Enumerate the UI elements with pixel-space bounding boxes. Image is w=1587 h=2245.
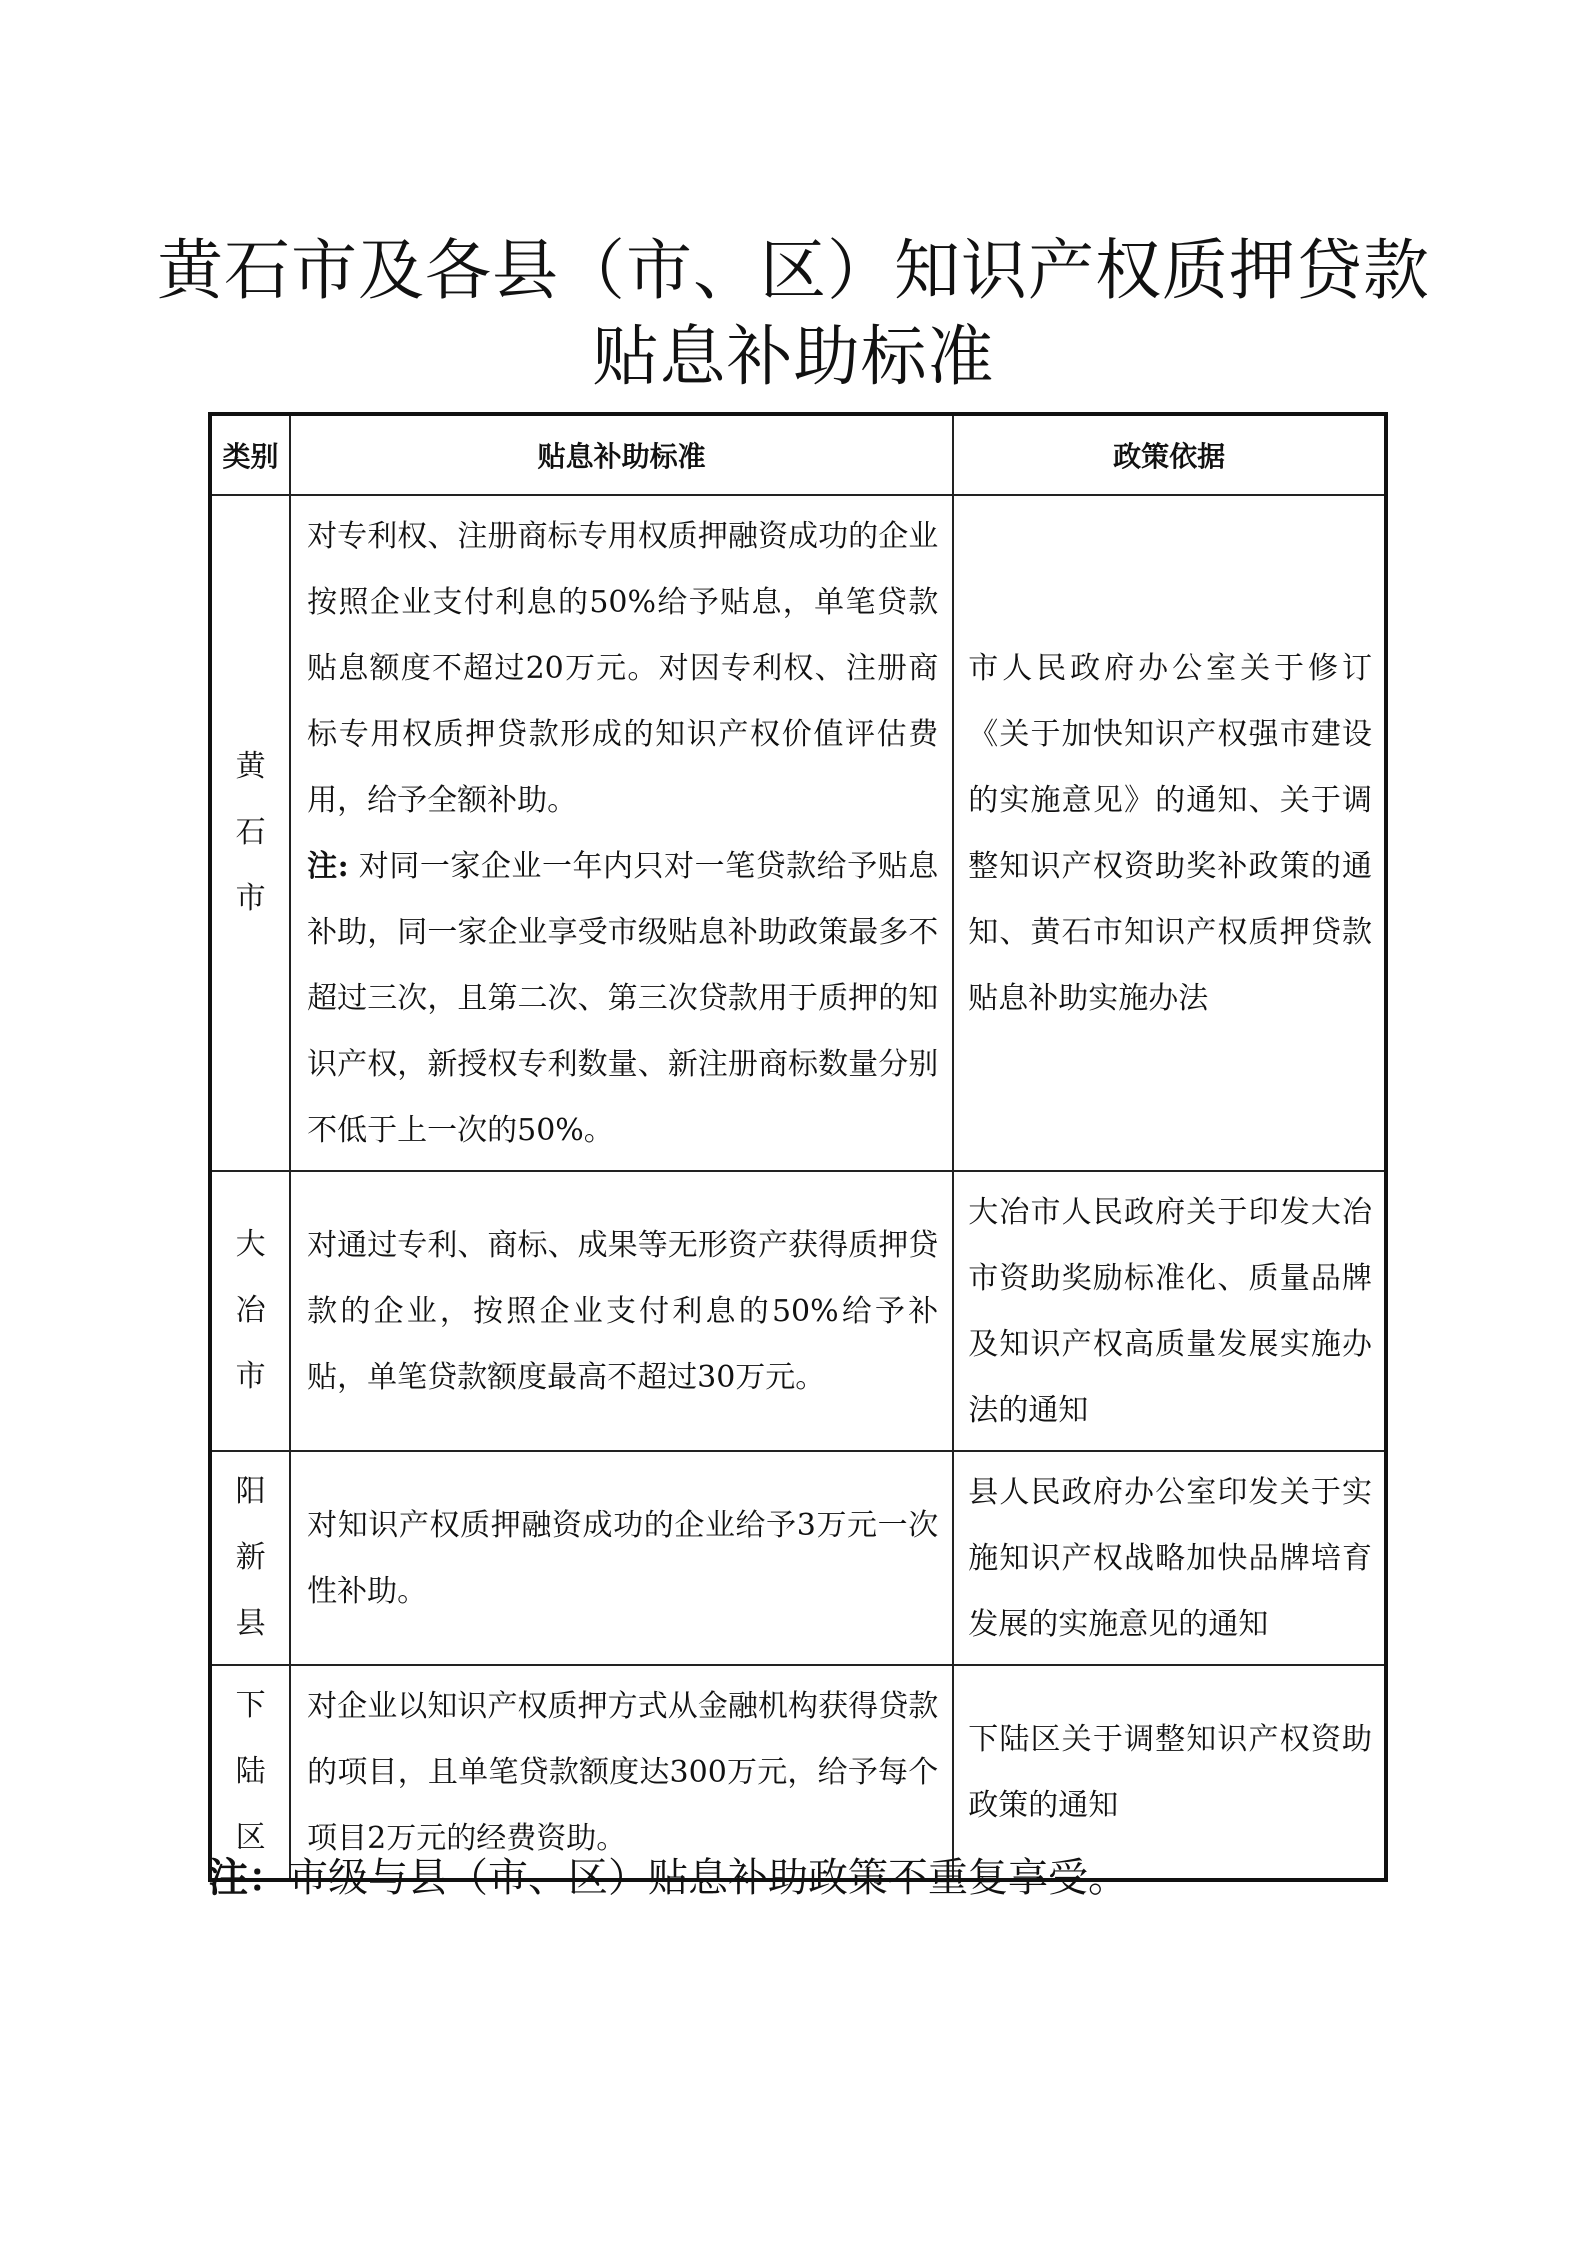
basis-text: 市人民政府办公室关于修订《关于加快知识产权强市建设的实施意见》的通知、关于调整知识产权资助奖补政策的通知、黄石市知识产权质押贷款贴息补助实施办法 [968, 651, 1372, 1016]
row-basis [953, 495, 1386, 1171]
table-row [210, 495, 1386, 1171]
table-row [210, 1665, 1386, 1880]
row-basis [953, 1451, 1386, 1665]
page-title [0, 228, 1587, 400]
table-row [210, 1171, 1386, 1451]
note-label: 注: [307, 849, 349, 884]
footnote-text: 市级与县（市、区）贴息补助政策不重复享受。 [288, 1855, 1128, 1901]
category-char: 区 [235, 1820, 266, 1855]
title-line-1: 黄石市及各县（市、区）知识产权质押贷款 [157, 232, 1430, 309]
row-standard [290, 1451, 953, 1665]
title-line-2: 贴息补助标准 [592, 318, 995, 395]
row-category [210, 1451, 290, 1665]
category-char: 大 [235, 1227, 266, 1262]
header-category: 类别 [210, 414, 290, 495]
row-category [210, 495, 290, 1171]
category-char: 石 [235, 815, 266, 850]
footnote-label: 注： [208, 1854, 288, 1901]
category-char: 黄 [235, 749, 266, 784]
header-standard: 贴息补助标准 [290, 414, 953, 495]
footnote [208, 1850, 1128, 1906]
category-char: 市 [235, 881, 266, 916]
standard-text: 对知识产权质押融资成功的企业给予3万元一次性补助。 [307, 1508, 939, 1609]
header-basis: 政策依据 [953, 414, 1386, 495]
note-text: 对同一家企业一年内只对一笔贷款给予贴息补助，同一家企业享受市级贴息补助政策最多不超过三次，且第二次、第三次贷款用于质押的知识产权，新授权专利数量、新注册商标数量分别不低于上一次的50%。 [307, 849, 939, 1148]
category-char: 冶 [235, 1293, 266, 1328]
row-standard [290, 495, 953, 1171]
row-basis [953, 1171, 1386, 1451]
category-char: 县 [235, 1606, 266, 1641]
basis-text: 下陆区关于调整知识产权资助政策的通知 [968, 1722, 1372, 1823]
category-char: 陆 [235, 1754, 266, 1789]
row-basis [953, 1665, 1386, 1880]
row-category [210, 1665, 290, 1880]
basis-text: 县人民政府办公室印发关于实施知识产权战略加快品牌培育发展的实施意见的通知 [968, 1475, 1372, 1642]
table-header-row [210, 414, 1386, 495]
standard-text: 对企业以知识产权质押方式从金融机构获得贷款的项目，且单笔贷款额度达300万元，给予每个项目2万元的经费资助。 [307, 1689, 939, 1856]
standard-text: 对通过专利、商标、成果等无形资产获得质押贷款的企业，按照企业支付利息的50%给予补贴，单笔贷款额度最高不超过30万元。 [307, 1228, 939, 1395]
table-row [210, 1451, 1386, 1665]
basis-text: 大冶市人民政府关于印发大冶市资助奖励标准化、质量品牌及知识产权高质量发展实施办法的通知 [968, 1195, 1372, 1428]
row-category [210, 1171, 290, 1451]
category-char: 阳 [235, 1474, 266, 1509]
subsidy-standards-table [208, 412, 1388, 1882]
row-standard [290, 1171, 953, 1451]
standard-text: 对专利权、注册商标专用权质押融资成功的企业按照企业支付利息的50%给予贴息，单笔贷款贴息额度不超过20万元。对因专利权、注册商标专用权质押贷款形成的知识产权价值评估费用，给予全额补助。 [307, 519, 939, 818]
standard-note [307, 834, 938, 1164]
row-standard [290, 1665, 953, 1880]
category-char: 新 [235, 1540, 266, 1575]
category-char: 市 [235, 1359, 266, 1394]
category-char: 下 [235, 1688, 266, 1723]
